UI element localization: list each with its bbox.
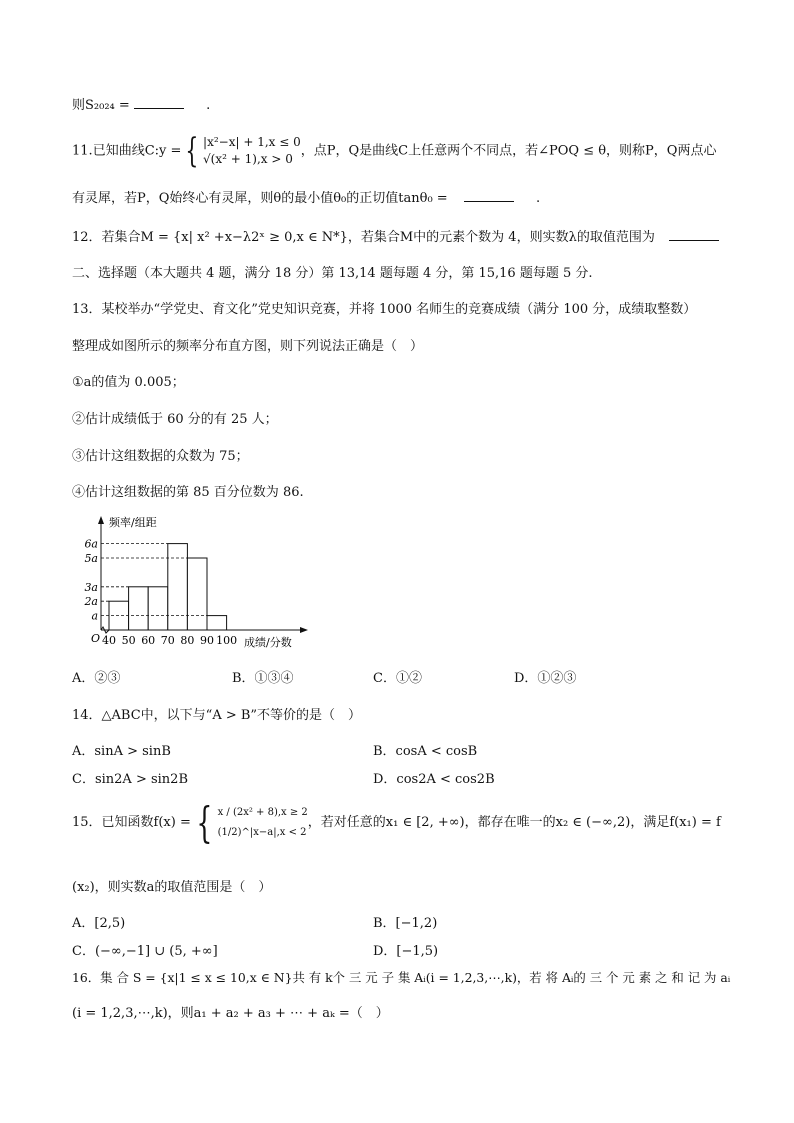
q15-choice-a[interactable] — [72, 915, 125, 933]
y-axis-arrow-icon — [98, 516, 104, 524]
q10-tail: 则S₂₀₂₄ = . — [72, 98, 211, 113]
question-14 — [72, 707, 361, 725]
statement-1-text: ①a的值为 0.005； — [72, 375, 185, 390]
statement-2-text: ②估计成绩低于 60 分的有 25 人； — [72, 412, 278, 427]
origin-label: O — [91, 632, 101, 645]
q13-line1: 13．某校举办“学党史、育文化”党史知识竞赛，并将 1000 名师生的竞赛成绩（满分 100 分，成绩取整数） — [72, 302, 697, 317]
histogram-bar — [187, 558, 207, 630]
x-tick-label: 60 — [141, 634, 156, 647]
q16-line2: (i = 1,2,3,⋯,k)，则a₁ + a₂ + a₃ + ⋯ + aₖ =（ ） — [72, 1006, 389, 1021]
q11-number: 11. — [72, 143, 93, 159]
q13-choice-d-label: D．①②③ — [514, 671, 577, 686]
q15-line2: (x₂)，则实数a的取值范围是（ ） — [72, 880, 272, 895]
statement-3 — [72, 448, 249, 466]
q13-choice-b[interactable] — [232, 670, 294, 688]
q14-choice-d[interactable] — [373, 771, 495, 789]
q12-text: 12．若集合M = {x| x² +x−λ2ˣ ≥ 0,x ∈ N*}，若集合M中的元素个数为 4，则实数λ的取值范围为 — [72, 230, 655, 245]
x-tick-label: 100 — [216, 634, 238, 647]
left-brace-icon: { — [196, 797, 213, 847]
q13-choice-b-label: B．①③④ — [232, 671, 294, 686]
q15-choice-b-label: B．[−1,2) — [373, 916, 438, 931]
y-tick-label: 2a — [84, 595, 98, 609]
x-tick-label: 80 — [180, 634, 195, 647]
q13-choice-c[interactable] — [373, 670, 422, 688]
question-16 — [72, 969, 730, 987]
q15-case-1: x / (2x² + 8),x ≥ 2 — [217, 806, 308, 818]
statement-4-text: ④估计这组数据的第 85 百分位数为 86. — [72, 485, 304, 500]
question-16-line-2 — [72, 1005, 389, 1023]
section-heading — [72, 265, 593, 283]
q13-choice-c-label: C．①② — [373, 671, 422, 686]
section-2-text: 二、选择题（本大题共 4 题，满分 18 分）第 13,14 题每题 4 分，第 15,16 题每题 5 分. — [72, 266, 593, 281]
q16-line1: 16．集 合 S = {x|1 ≤ x ≤ 10,x ∈ N}共 有 k个 三 元 子 集 Aᵢ(i = 1,2,3,⋯,k)，若 将 Aᵢ的 三 个 元 素 之 和 记 为 aᵢ — [72, 970, 731, 985]
q15-choice-c-label: C．(−∞,−1] ∪ (5, +∞] — [72, 944, 218, 959]
q14-choice-c[interactable] — [72, 771, 188, 789]
y-tick-label: 5a — [84, 552, 98, 565]
q14-choice-b[interactable] — [373, 743, 477, 761]
answer-blank — [464, 201, 514, 202]
q15-choice-d[interactable] — [373, 943, 438, 961]
q15-choice-d-label: D．[−1,5) — [373, 944, 439, 959]
q14-choice-c-label: C．sin2A > sin2B — [72, 772, 188, 787]
left-brace-icon: { — [185, 131, 199, 171]
histogram-bar — [207, 616, 227, 630]
y-tick-label: a — [91, 609, 98, 623]
statement-4 — [72, 484, 304, 502]
q11-line2: 有灵犀，若P，Q始终心有灵犀，则θ的最小值θ₀的正切值tanθ₀ = — [72, 191, 448, 206]
q11-cases — [203, 134, 301, 168]
answer-blank — [134, 108, 184, 109]
x-axis-arrow-icon — [300, 627, 308, 633]
question-13 — [72, 301, 696, 319]
statement-1 — [72, 374, 185, 392]
y-tick-label: 6a — [84, 537, 98, 551]
q11-mid: ，点P，Q是曲线C上任意两个不同点，若∠POQ ≤ θ，则称P，Q两点心 — [300, 143, 717, 159]
q14-stem: 14．△ABC中，以下与“A > B”不等价的是（ ） — [72, 708, 362, 723]
histogram-bar — [168, 544, 188, 630]
q15-choice-b[interactable] — [373, 915, 437, 933]
q13-choice-a[interactable] — [72, 670, 120, 688]
q14-choice-a[interactable] — [72, 743, 171, 761]
frequency-histogram — [70, 512, 320, 654]
q15-cases — [218, 803, 308, 843]
question-11-line-2: 有灵犀，若P，Q始终心有灵犀，则θ的最小值θ₀的正切值tanθ₀ = . — [72, 191, 541, 206]
y-tick-label: 3a — [84, 580, 98, 594]
statement-3-text: ③估计这组数据的众数为 75； — [72, 449, 249, 464]
histogram-bar — [148, 587, 168, 630]
x-tick-label: 70 — [160, 634, 175, 647]
q11-case-1: |x²−x| + 1,x ≤ 0 — [203, 135, 301, 149]
question-11 — [72, 131, 717, 171]
q15-case-2: (1/2)^|x−a|,x < 2 — [217, 826, 307, 838]
q15-mid: ，若对任意的x₁ ∈ [2, +∞)，都存在唯一的x₂ ∈ (−∞,2)，满足f(x₁) = f — [307, 815, 721, 830]
y-axis-label: 频率/组距 — [109, 516, 157, 529]
q10-tail-text: 则S₂₀₂₄ = — [72, 98, 130, 113]
q14-choice-a-label: A．sinA > sinB — [72, 744, 171, 759]
histogram-bar — [129, 587, 149, 630]
q13-line2: 整理成如图所示的频率分布直方图，则下列说法正确是（ ） — [72, 339, 424, 354]
q15-choice-a-label: A．[2,5) — [72, 916, 126, 931]
q11-case-2: √(x² + 1),x > 0 — [203, 152, 293, 166]
q15-number: 15．已知函数f(x) = — [72, 815, 191, 830]
question-15 — [72, 797, 721, 847]
q11-lead: 已知曲线C:y = — [92, 143, 182, 159]
x-tick-label: 50 — [121, 634, 136, 647]
statement-2 — [72, 411, 278, 429]
q14-choice-d-label: D．cos2A < cos2B — [373, 772, 495, 787]
question-15-line-2 — [72, 879, 271, 897]
x-axis-label: 成绩/分数 — [244, 636, 292, 649]
q15-choice-c[interactable] — [72, 943, 218, 961]
q13-choice-d[interactable] — [514, 670, 576, 688]
question-12 — [72, 229, 719, 247]
question-13-line-2 — [72, 338, 423, 356]
x-tick-label: 90 — [200, 634, 214, 647]
x-tick-label: 40 — [102, 634, 116, 647]
answer-blank — [669, 240, 719, 241]
q14-choice-b-label: B．cosA < cosB — [373, 744, 478, 759]
q13-choice-a-label: A．②③ — [72, 671, 121, 686]
